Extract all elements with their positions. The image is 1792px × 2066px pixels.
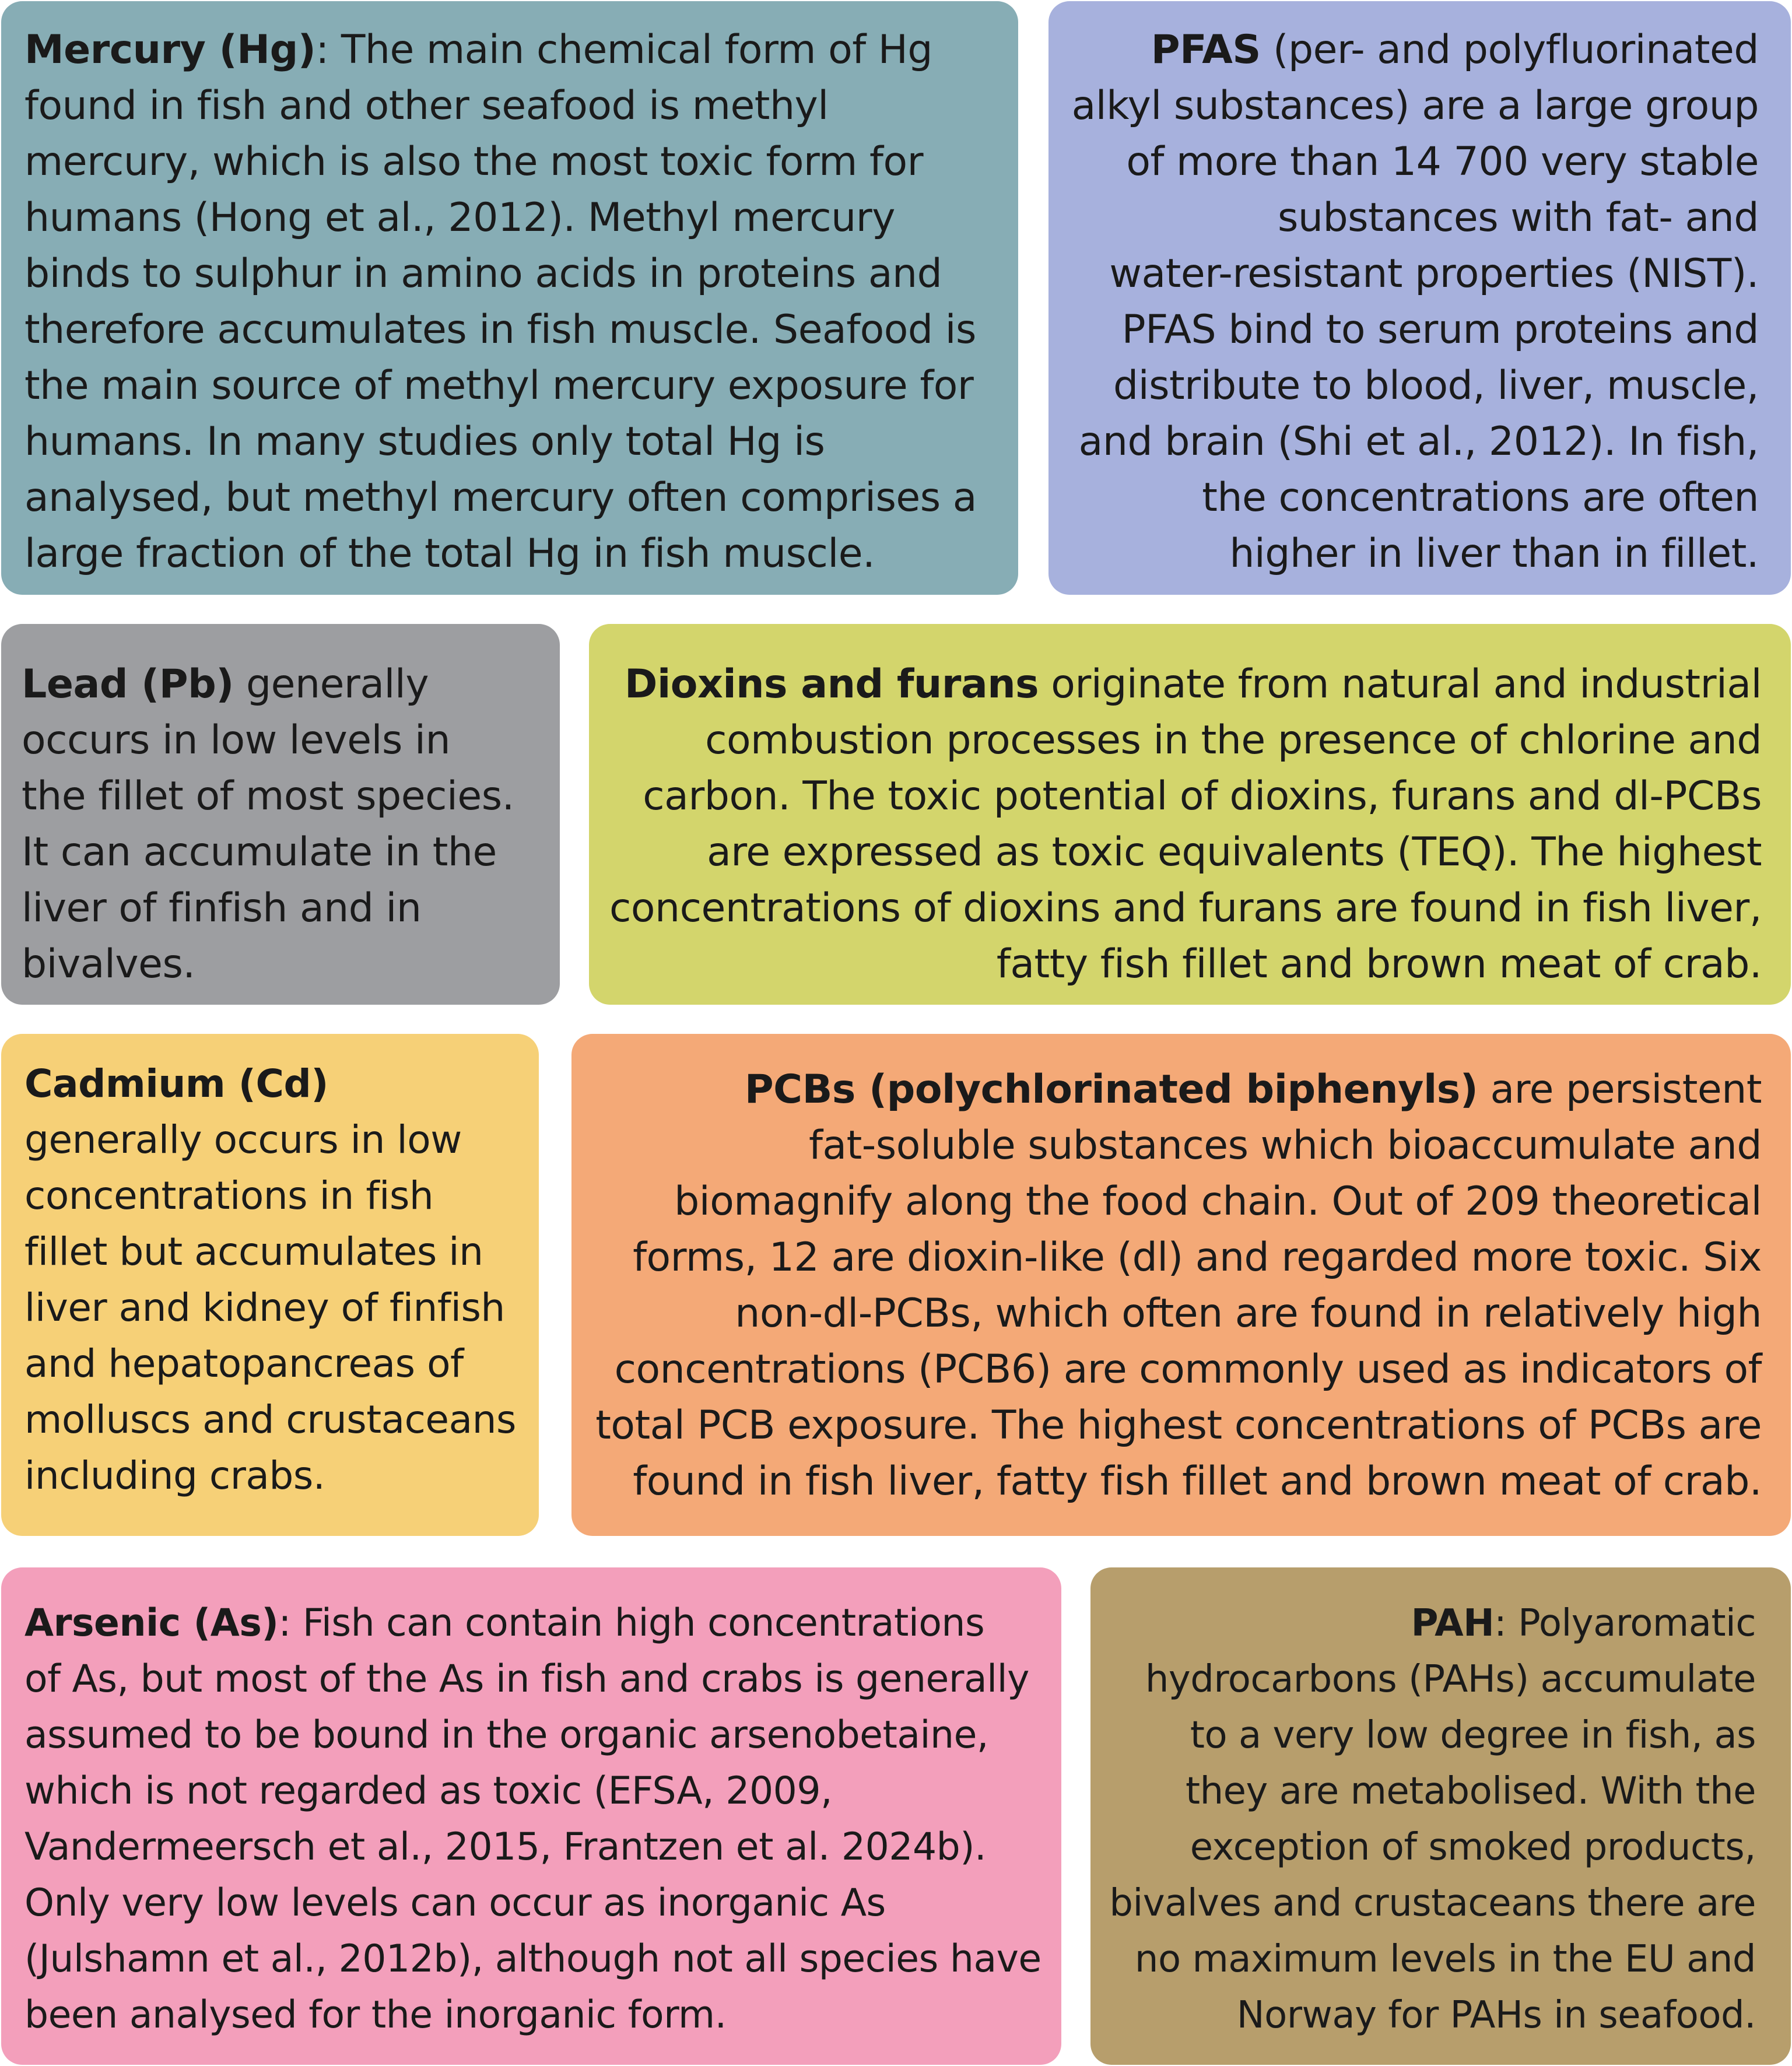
arsenic-line-2: of As, but most of the As in fish and crabs is generally xyxy=(24,1657,1029,1701)
cadmium-line-4: liver and kidney of finfish xyxy=(24,1285,505,1330)
pcbs-box xyxy=(571,1034,1791,1536)
pcbs-line-1: PCBs (polychlorinated biphenyls) are persistent xyxy=(744,1067,1762,1113)
arsenic-title: Arsenic (As) xyxy=(24,1601,279,1645)
pfas-line-4: substances with fat- and xyxy=(1277,195,1759,241)
dioxins-line-1: Dioxins and furans originate from natural and industrial xyxy=(625,661,1762,707)
cadmium-line-7: including crabs. xyxy=(24,1453,325,1498)
pah-line-8: Norway for PAHs in seafood. xyxy=(1236,1994,1756,2037)
pah-line-6: bivalves and crustaceans there are xyxy=(1109,1882,1756,1925)
cadmium-line-2: concentrations in fish xyxy=(24,1173,434,1218)
mercury-box xyxy=(1,1,1018,595)
pah-line-1: PAH: Polyaromatic xyxy=(1411,1602,1756,1645)
arsenic-line-3: assumed to be bound in the organic arsenobetaine, xyxy=(24,1713,988,1757)
pah-line-3: to a very low degree in fish, as xyxy=(1190,1714,1756,1757)
dioxins-box xyxy=(589,624,1791,1005)
mercury-line-1: Mercury (Hg): The main chemical form of Hg xyxy=(24,27,933,73)
arsenic-line-1: Arsenic (As): Fish can contain high concentrations xyxy=(24,1601,985,1645)
pah-line-5: exception of smoked products, xyxy=(1190,1826,1756,1869)
dioxins-line-2: combustion processes in the presence of chlorine and xyxy=(705,717,1762,763)
pah-line-7: no maximum levels in the EU and xyxy=(1134,1938,1756,1981)
mercury-line-3: mercury, which is also the most toxic form for xyxy=(24,139,924,185)
lead-line-5: liver of finfish and in xyxy=(22,885,422,931)
mercury-line-8: humans. In many studies only total Hg is xyxy=(24,419,825,465)
arsenic-line-4: which is not regarded as toxic (EFSA, 2009, xyxy=(24,1769,833,1813)
lead-line-4: It can accumulate in the xyxy=(22,829,497,875)
arsenic-line-8: been analysed for the inorganic form. xyxy=(24,1993,727,2037)
pcbs-line-5: non-dl-PCBs, which often are found in relatively high xyxy=(735,1290,1762,1337)
pah-title: PAH xyxy=(1411,1602,1495,1645)
lead-line-2: occurs in low levels in xyxy=(22,717,451,763)
mercury-line-5: binds to sulphur in amino acids in proteins and xyxy=(24,251,942,297)
pcbs-line-3: biomagnify along the food chain. Out of 209 theoretical xyxy=(674,1178,1762,1225)
pfas-line-6: PFAS bind to serum proteins and xyxy=(1121,307,1759,353)
pfas-line-1: PFAS (per- and polyfluorinated xyxy=(1151,27,1759,73)
dioxins-line-5: concentrations of dioxins and furans are found in fish liver, xyxy=(609,885,1762,931)
cadmium-line-5: and hepatopancreas of xyxy=(24,1341,464,1386)
pfas-line-3: of more than 14 700 very stable xyxy=(1126,139,1759,185)
pcbs-line-2: fat-soluble substances which bioaccumulate and xyxy=(808,1123,1762,1169)
pah-box xyxy=(1090,1567,1791,2065)
pah-line-2: hydrocarbons (PAHs) accumulate xyxy=(1145,1658,1756,1701)
arsenic-line-5: Vandermeersch et al., 2015, Frantzen et al. 2024b). xyxy=(24,1825,987,1869)
pah-line-4: they are metabolised. With the xyxy=(1186,1770,1756,1813)
mercury-line-4: humans (Hong et al., 2012). Methyl mercury xyxy=(24,195,895,241)
arsenic-line-7: (Julshamn et al., 2012b), although not all species have xyxy=(24,1937,1041,1981)
cadmium-box xyxy=(1,1034,539,1536)
pcbs-line-8: found in fish liver, fatty fish fillet and brown meat of crab. xyxy=(633,1458,1762,1504)
lead-line-6: bivalves. xyxy=(22,941,195,987)
pcbs-line-7: total PCB exposure. The highest concentrations of PCBs are xyxy=(595,1402,1762,1448)
pcbs-line-6: concentrations (PCB6) are commonly used as indicators of xyxy=(614,1346,1762,1392)
mercury-line-7: the main source of methyl mercury exposure for xyxy=(24,363,974,409)
pcbs-line-4: forms, 12 are dioxin-like (dl) and regarded more toxic. Six xyxy=(633,1234,1762,1281)
dioxins-title: Dioxins and furans xyxy=(625,661,1039,707)
cadmium-line-1: generally occurs in low xyxy=(24,1117,462,1162)
arsenic-box xyxy=(1,1567,1061,2065)
pfas-line-5: water-resistant properties (NIST). xyxy=(1109,251,1759,297)
pfas-line-7: distribute to blood, liver, muscle, xyxy=(1113,363,1759,409)
mercury-title: Mercury (Hg) xyxy=(24,27,316,73)
pfas-line-2: alkyl substances) are a large group xyxy=(1071,83,1759,129)
mercury-line-10: large fraction of the total Hg in fish muscle. xyxy=(24,531,875,577)
cadmium-line-6: molluscs and crustaceans xyxy=(24,1397,516,1442)
lead-line-3: the fillet of most species. xyxy=(22,773,514,819)
cadmium-line-3: fillet but accumulates in xyxy=(24,1229,483,1274)
pcbs-title: PCBs (polychlorinated biphenyls) xyxy=(744,1067,1478,1113)
pfas-box xyxy=(1048,1,1791,595)
lead-line-1: Lead (Pb) generally xyxy=(22,661,429,707)
pfas-line-9: the concentrations are often xyxy=(1202,475,1759,521)
mercury-line-6: therefore accumulates in fish muscle. Seafood is xyxy=(24,307,976,353)
lead-title: Lead (Pb) xyxy=(22,661,234,707)
lead-box xyxy=(1,624,560,1005)
cadmium-title: Cadmium (Cd) xyxy=(24,1061,328,1106)
mercury-line-9: analysed, but methyl mercury often comprises a xyxy=(24,475,977,521)
dioxins-line-6: fatty fish fillet and brown meat of crab. xyxy=(996,941,1762,987)
dioxins-line-4: are expressed as toxic equivalents (TEQ). The highest xyxy=(707,829,1762,875)
arsenic-line-6: Only very low levels can occur as inorganic As xyxy=(24,1881,886,1925)
pfas-title: PFAS xyxy=(1151,27,1261,73)
pfas-line-8: and brain (Shi et al., 2012). In fish, xyxy=(1078,419,1759,465)
dioxins-line-3: carbon. The toxic potential of dioxins, furans and dl-PCBs xyxy=(643,773,1762,819)
pfas-line-10: higher in liver than in fillet. xyxy=(1229,531,1759,577)
mercury-line-2: found in fish and other seafood is methyl xyxy=(24,83,829,129)
